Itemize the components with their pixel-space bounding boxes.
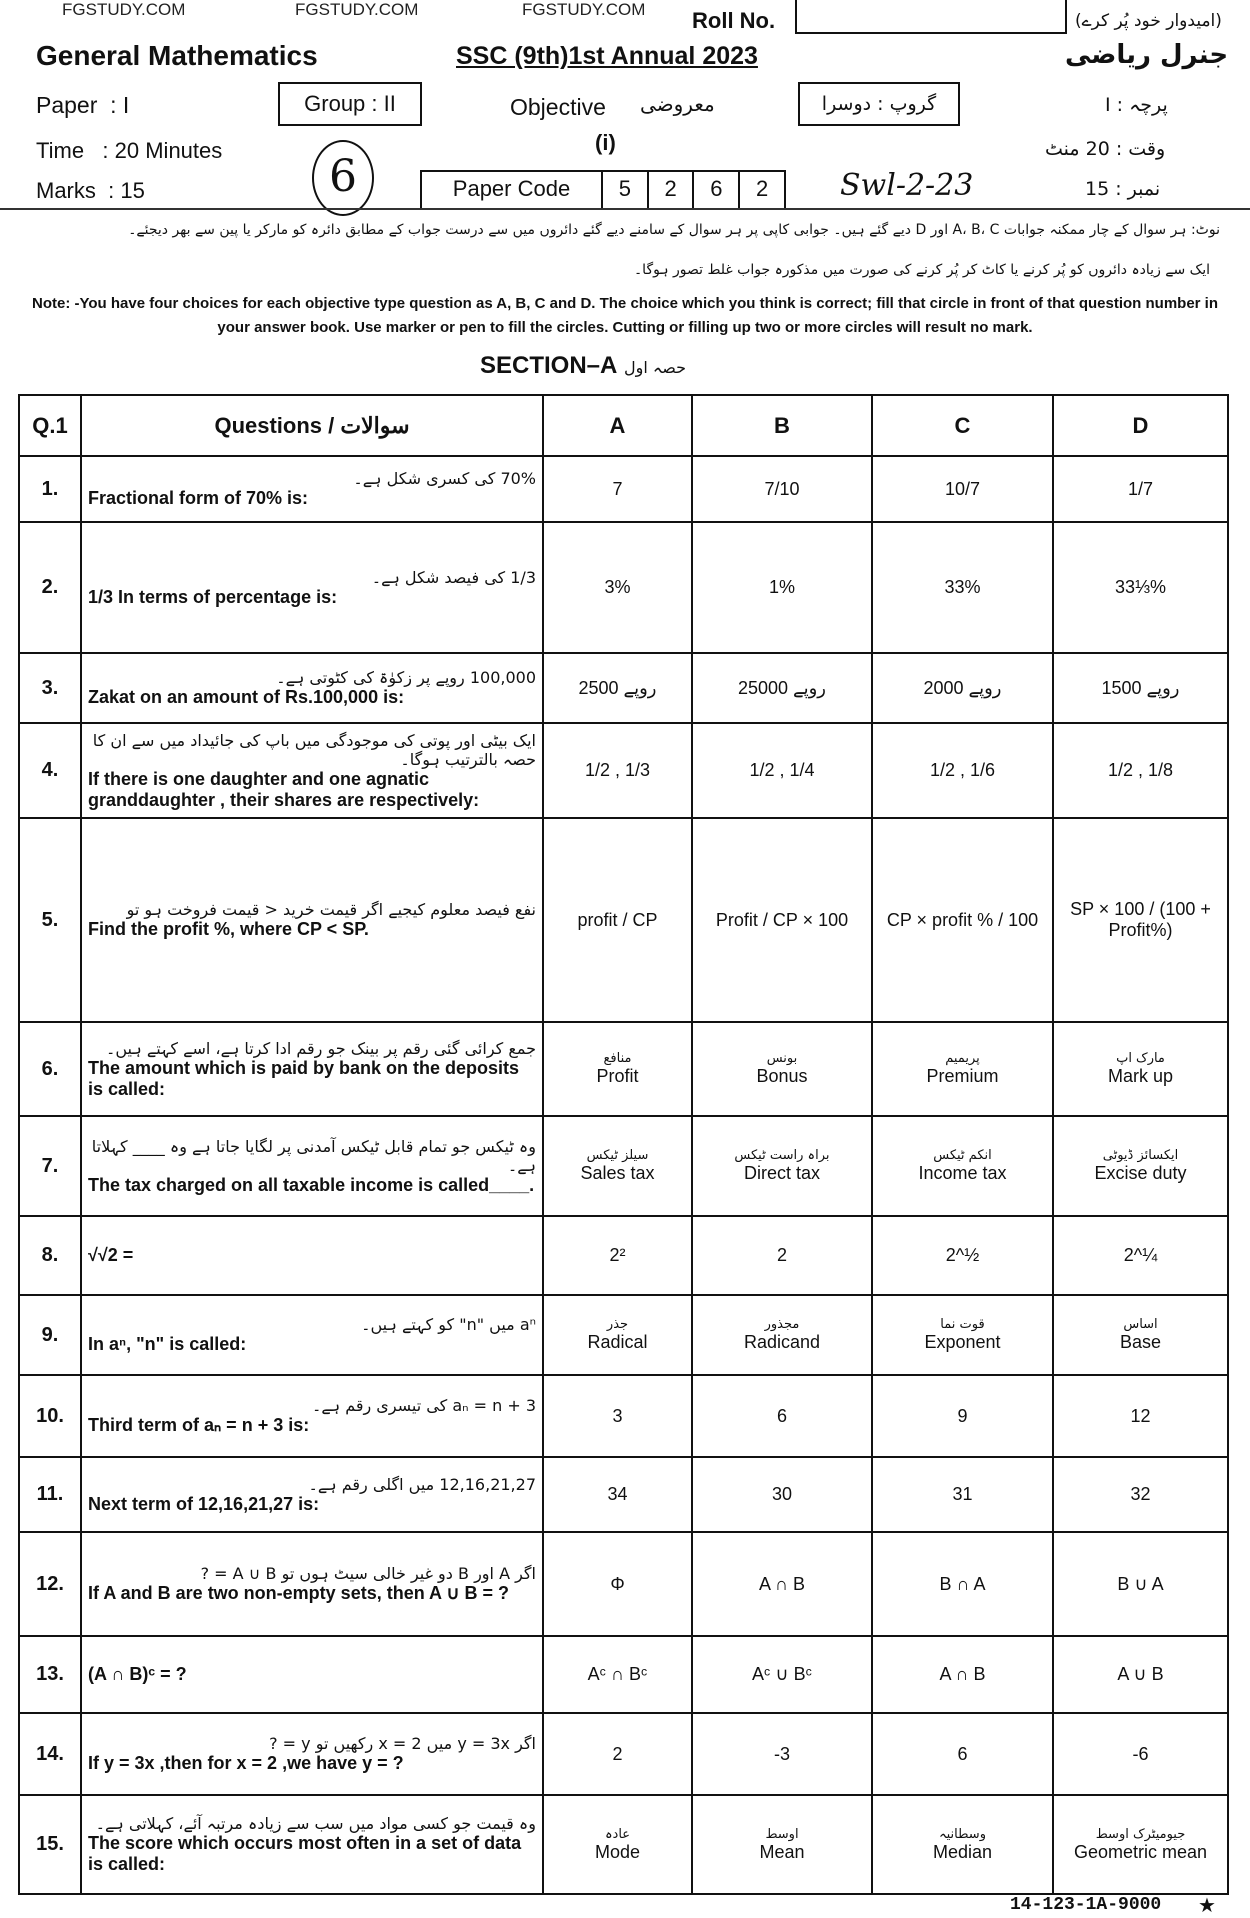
option-a [543,1532,692,1636]
option-text: Median [932,1841,993,1862]
option-a [543,1713,692,1795]
option-c [872,1795,1053,1894]
question-number: 1. [19,456,81,522]
question-number: 11. [19,1457,81,1532]
option-urdu: بونس [766,1051,798,1066]
option-text: 30 [771,1484,793,1504]
option-urdu: مارک اپ [1116,1051,1165,1066]
footer-code: 14-123-1A-9000 [1010,1895,1162,1915]
marks-urdu: نمبر : 15 [1085,178,1161,200]
option-urdu: اساس [1123,1317,1158,1332]
option-b [692,1457,872,1532]
part-label: (i) [595,130,616,155]
question-urdu: 70% کی کسری شکل ہے۔ [353,469,536,488]
question-urdu: وہ ٹیکس جو تمام قابل ٹیکس آمدنی پر لگایا جاتا ہے وہ ____ کہلاتا ہے۔ [91,1136,536,1175]
option-d [1053,1022,1228,1116]
question-row [19,1795,1228,1894]
question-cell [81,1636,543,1713]
option-text: 1/2 , 1/6 [929,760,996,780]
option-urdu: انکم ٹیکس [933,1148,992,1163]
paper-code-digit: 2 [647,172,693,208]
question-cell [81,1295,543,1375]
q-number-header: Q.1 [19,395,81,456]
question-row [19,1116,1228,1216]
watermark: FGSTUDY.COM [62,0,186,19]
watermark: FGSTUDY.COM [295,0,419,19]
option-text: Φ [610,1573,625,1594]
question-number: 12. [19,1532,81,1636]
option-text: Exponent [924,1332,1001,1352]
option-text: 32 [1130,1484,1151,1504]
question-row [19,1375,1228,1457]
subject-title-urdu: جنرل ریاضی [1065,40,1229,70]
question-urdu: نفع فیصد معلوم کیجیے اگر قیمت خرید < قیمت فروخت ہو تو [126,900,536,919]
paper-code-digit: 2 [738,172,784,208]
question-number: 15. [19,1795,81,1894]
question-urdu: جمع کرائی گئی رقم پر بینک جو رقم ادا کرتا ہے، اسے کہتے ہیں۔ [105,1038,536,1058]
option-text: 2 [776,1245,787,1265]
option-d [1053,1295,1228,1375]
questions-header: Questions / سوالات [81,395,543,456]
question-english: Zakat on an amount of Rs.100,000 is: [88,687,405,707]
question-urdu: 12,16,21,27 میں اگلی رقم ہے۔ [308,1474,536,1494]
option-c [872,1636,1053,1713]
option-a [543,1022,692,1116]
option-d [1053,1795,1228,1894]
paper-code-digit: 5 [601,172,647,208]
instruction-urdu-2: ایک سے زیادہ دائروں کو پُر کرنے یا کاٹ کر پُر کرنے کی صورت میں مذکورہ جواب غلط تصور ہوگا۔ [633,262,1210,278]
instruction-english: Note: -You have four choices for each objective type question as A, B, C and D. The choice which you think is correct; fill that circle in front of that question number in your answer book. Use marker or pen to fill the circles. Cutting or filling up two or more circles will result no mark. [32,295,1218,336]
question-cell [81,1532,543,1636]
option-a [543,653,692,723]
question-number: 5. [19,818,81,1022]
question-english: If there is one daughter and one agnatic granddaughter , their shares are respectively: [88,768,480,810]
option-urdu: براہ راست ٹیکس [734,1148,830,1163]
option-text: 2² [609,1245,626,1265]
option-urdu: منافع [603,1051,632,1066]
option-d [1053,1713,1228,1795]
candidate-note: (امیدوار خود پُر کرے) [1075,11,1222,31]
option-c [872,723,1053,818]
option-text: 2^¼ [1123,1245,1158,1265]
option-a [543,456,692,522]
option-text: Profit [596,1066,639,1086]
option-b [692,1116,872,1216]
roll-no-boxes [795,0,1067,34]
question-urdu: اگر y = 3x میں x = 2 رکھیں تو y = ? [269,1734,536,1753]
option-text: Income tax [918,1163,1007,1183]
question-urdu: aₙ = n + 3 کی تیسری رقم ہے۔ [311,1396,536,1415]
paper-value: : I [110,92,130,118]
option-text: 12 [1130,1405,1151,1426]
option-text: Radicand [743,1332,821,1352]
paper-urdu: پرچہ : I [1105,94,1168,116]
option-d [1053,1116,1228,1216]
option-text: B ∩ A [939,1573,986,1594]
option-urdu: ایکسائز ڈیوٹی [1102,1148,1179,1163]
option-urdu: مجذور [764,1317,800,1332]
option-text: CP × profit % / 100 [886,909,1039,930]
question-row [19,818,1228,1022]
option-b [692,1713,872,1795]
question-cell [81,1022,543,1116]
option-text: Base [1119,1332,1162,1352]
question-row [19,1457,1228,1532]
option-d [1053,1457,1228,1532]
option-text: 1/2 , 1/8 [1107,760,1174,780]
option-text: 9 [957,1405,968,1426]
option-text: 2^½ [945,1245,980,1265]
option-urdu: اوسط [765,1826,799,1842]
objective-label: Objective [510,94,606,120]
time-label: Time [36,138,85,163]
option-b [692,1795,872,1894]
option-b [692,522,872,653]
question-row [19,653,1228,723]
header-divider [0,208,1250,210]
question-cell [81,653,543,723]
option-a [543,1216,692,1295]
option-text: Mean [759,1841,805,1862]
option-a [543,522,692,653]
option-c [872,1713,1053,1795]
question-number: 2. [19,522,81,653]
question-english: Find the profit %, where CP < SP. [88,919,369,939]
question-english: In aⁿ, "n" is called: [88,1334,247,1354]
question-number: 7. [19,1116,81,1216]
question-english: √√2 = [88,1245,134,1265]
option-a [543,1295,692,1375]
option-c [872,653,1053,723]
question-cell [81,456,543,522]
table-header-row [19,395,1228,456]
question-english: The tax charged on all taxable income is called____. [88,1174,535,1195]
option-text: -6 [1132,1743,1149,1764]
handwritten-code: Swl-2-23 [840,168,974,203]
option-a [543,1457,692,1532]
question-urdu: اگر A اور B دو غیر خالی سیٹ ہوں تو A ∪ B = ? [200,1564,536,1583]
question-cell [81,818,543,1022]
question-number: 4. [19,723,81,818]
option-text: A ∩ B [759,1573,805,1594]
question-urdu: 100,000 روپے پر زکوٰۃ کی کٹوتی ہے۔ [276,668,536,687]
option-urdu: عادہ [604,1826,631,1842]
option-urdu: جذر [606,1317,629,1332]
option-b [692,1295,872,1375]
question-cell [81,723,543,818]
option-text: 3 [612,1405,623,1426]
question-number: 13. [19,1636,81,1713]
instruction-urdu-1: نوٹ: ہر سوال کے چار ممکنہ جوابات A، B، C اور D دیے گئے ہیں۔ جوابی کاپی پر ہر سوال کے سامنے دیے گئے دائروں میں سے درست جواب کے مطابق دائرہ کو مارکر یا پین سے بھر دیجئے۔ [128,222,1220,238]
question-english: The amount which is paid by bank on the deposits is called: [88,1057,520,1099]
option-text: 7 [612,478,623,499]
question-english: Third term of aₙ = n + 3 is: [88,1415,310,1435]
option-text: 7/10 [764,478,800,499]
option-d [1053,1375,1228,1457]
option-text: 1/2 , 1/3 [584,760,651,780]
option-b [692,1216,872,1295]
question-english: Fractional form of 70% is: [88,488,309,508]
option-b [692,1636,872,1713]
option-text: 6 [776,1405,787,1426]
option-text: 6 [957,1743,968,1764]
objective-urdu: معروضی [640,92,715,116]
question-english: Next term of 12,16,21,27 is: [88,1493,320,1514]
option-text: Radical [587,1332,648,1352]
option-text: 33⅓% [1114,577,1167,597]
option-text: 1/2 , 1/4 [749,760,815,780]
option-text: Premium [926,1066,999,1086]
option-text: 25000 روپے [737,677,826,698]
option-urdu: سیلز ٹیکس [586,1148,649,1163]
question-row [19,522,1228,653]
handwritten-score: 6 [312,140,374,216]
option-urdu: پریمیم [945,1051,980,1066]
option-b [692,1022,872,1116]
option-b-header: B [692,395,872,456]
option-text: 1% [768,577,795,597]
paper-code-digit: 6 [692,172,738,208]
watermark: FGSTUDY.COM [522,0,646,19]
question-cell [81,1375,543,1457]
marks-value: : 15 [108,178,145,203]
option-c [872,818,1053,1022]
option-a [543,723,692,818]
question-row [19,1216,1228,1295]
question-row [19,1295,1228,1375]
option-urdu: وسطانیہ [939,1826,986,1842]
option-text: A ∩ B [939,1664,986,1684]
option-text: B ∪ A [1117,1573,1164,1594]
option-c [872,1116,1053,1216]
question-number: 10. [19,1375,81,1457]
mcq-table [18,394,1229,1895]
question-number: 6. [19,1022,81,1116]
question-cell [81,1457,543,1532]
option-d-header: D [1053,395,1228,456]
option-c [872,1457,1053,1532]
question-english: If A and B are two non-empty sets, then A ∪ B = ? [88,1583,510,1603]
option-a [543,1636,692,1713]
paper-code-box [420,170,786,210]
paper-code-label: Paper Code [452,176,571,201]
option-d [1053,522,1228,653]
question-row [19,1022,1228,1116]
option-d [1053,456,1228,522]
option-c [872,456,1053,522]
marks-label: Marks [36,178,96,203]
option-text: Mark up [1107,1066,1174,1086]
option-a [543,1116,692,1216]
question-cell [81,1216,543,1295]
section-title: SECTION–A [480,352,618,379]
option-a [543,1375,692,1457]
option-a [543,1795,692,1894]
option-text: Geometric mean [1073,1841,1208,1862]
question-number: 8. [19,1216,81,1295]
option-text: SP × 100 / (100 + Profit%) [1070,899,1211,940]
option-text: 31 [952,1484,973,1504]
question-number: 14. [19,1713,81,1795]
option-text: Excise duty [1094,1163,1187,1183]
group-box: Group : II [278,82,422,126]
question-english: The score which occurs most often in a set of data is called: [88,1833,522,1874]
option-d [1053,1532,1228,1636]
option-text: 2000 روپے [923,677,1002,698]
option-a [543,818,692,1022]
question-row [19,456,1228,522]
time-value: : 20 Minutes [102,138,223,163]
option-text: Sales tax [580,1163,655,1183]
question-urdu: وہ قیمت جو کسی مواد میں سب سے زیادہ مرتبہ آئے، کہلاتی ہے۔ [95,1814,536,1833]
option-text: 1500 روپے [1101,677,1180,698]
option-c [872,522,1053,653]
option-c [872,1295,1053,1375]
question-number: 9. [19,1295,81,1375]
paper-label: Paper [36,92,98,118]
option-text: A ∪ B [1117,1664,1164,1684]
option-text: 2 [612,1743,623,1764]
option-text: 10/7 [944,478,981,499]
group-box-urdu: گروپ : دوسرا [798,82,960,126]
option-b [692,1375,872,1457]
option-text: 33% [944,577,981,597]
option-text: 34 [607,1484,628,1504]
option-b [692,653,872,723]
question-row [19,1636,1228,1713]
option-b [692,1532,872,1636]
option-text: Aᶜ ∩ Bᶜ [587,1664,648,1684]
option-text: profit / CP [577,909,658,930]
option-c [872,1375,1053,1457]
option-c [872,1022,1053,1116]
question-row [19,723,1228,818]
subject-title: General Mathematics [36,40,318,71]
question-english: (A ∩ B)ᶜ = ? [88,1664,187,1684]
time-urdu: وقت : 20 منٹ [1045,138,1166,160]
exam-title: SSC (9th)1st Annual 2023 [456,42,758,70]
option-text: Profit / CP × 100 [715,909,849,930]
option-text: -3 [773,1743,790,1764]
option-c [872,1532,1053,1636]
option-d [1053,723,1228,818]
option-d [1053,1636,1228,1713]
option-c [872,1216,1053,1295]
question-urdu: aⁿ میں "n" کو کہتے ہیں۔ [361,1315,536,1334]
option-b [692,818,872,1022]
question-urdu: ایک بیٹی اور پوتی کی موجودگی میں باپ کی جائیداد میں سے ان کا حصہ بالترتیب ہوگا۔ [92,730,536,769]
option-text: 2500 روپے [578,677,657,698]
question-urdu: 1/3 کی فیصد شکل ہے۔ [371,567,536,587]
option-urdu: قوت نما [940,1317,985,1332]
section-title-urdu: حصہ اول [624,358,687,377]
option-text: 1/7 [1127,478,1154,499]
option-b [692,723,872,818]
star-icon: ★ [1198,1895,1216,1917]
question-cell [81,1713,543,1795]
option-text: Mode [594,1841,641,1862]
roll-no-label: Roll No. [692,8,776,33]
option-d [1053,818,1228,1022]
question-row [19,1713,1228,1795]
question-number: 3. [19,653,81,723]
option-text: Bonus [756,1066,808,1086]
question-cell [81,522,543,653]
option-text: Aᶜ ∪ Bᶜ [752,1664,812,1684]
option-urdu: جیومیٹرک اوسط [1095,1826,1186,1842]
question-english: 1/3 In terms of percentage is: [88,586,338,607]
option-text: 3% [604,577,631,597]
option-text: Direct tax [743,1163,821,1183]
option-b [692,456,872,522]
question-cell [81,1795,543,1894]
option-c-header: C [872,395,1053,456]
option-d [1053,653,1228,723]
option-a-header: A [543,395,692,456]
question-english: If y = 3x ,then for x = 2 ,we have y = ? [88,1753,404,1773]
option-d [1053,1216,1228,1295]
question-cell [81,1116,543,1216]
question-row [19,1532,1228,1636]
